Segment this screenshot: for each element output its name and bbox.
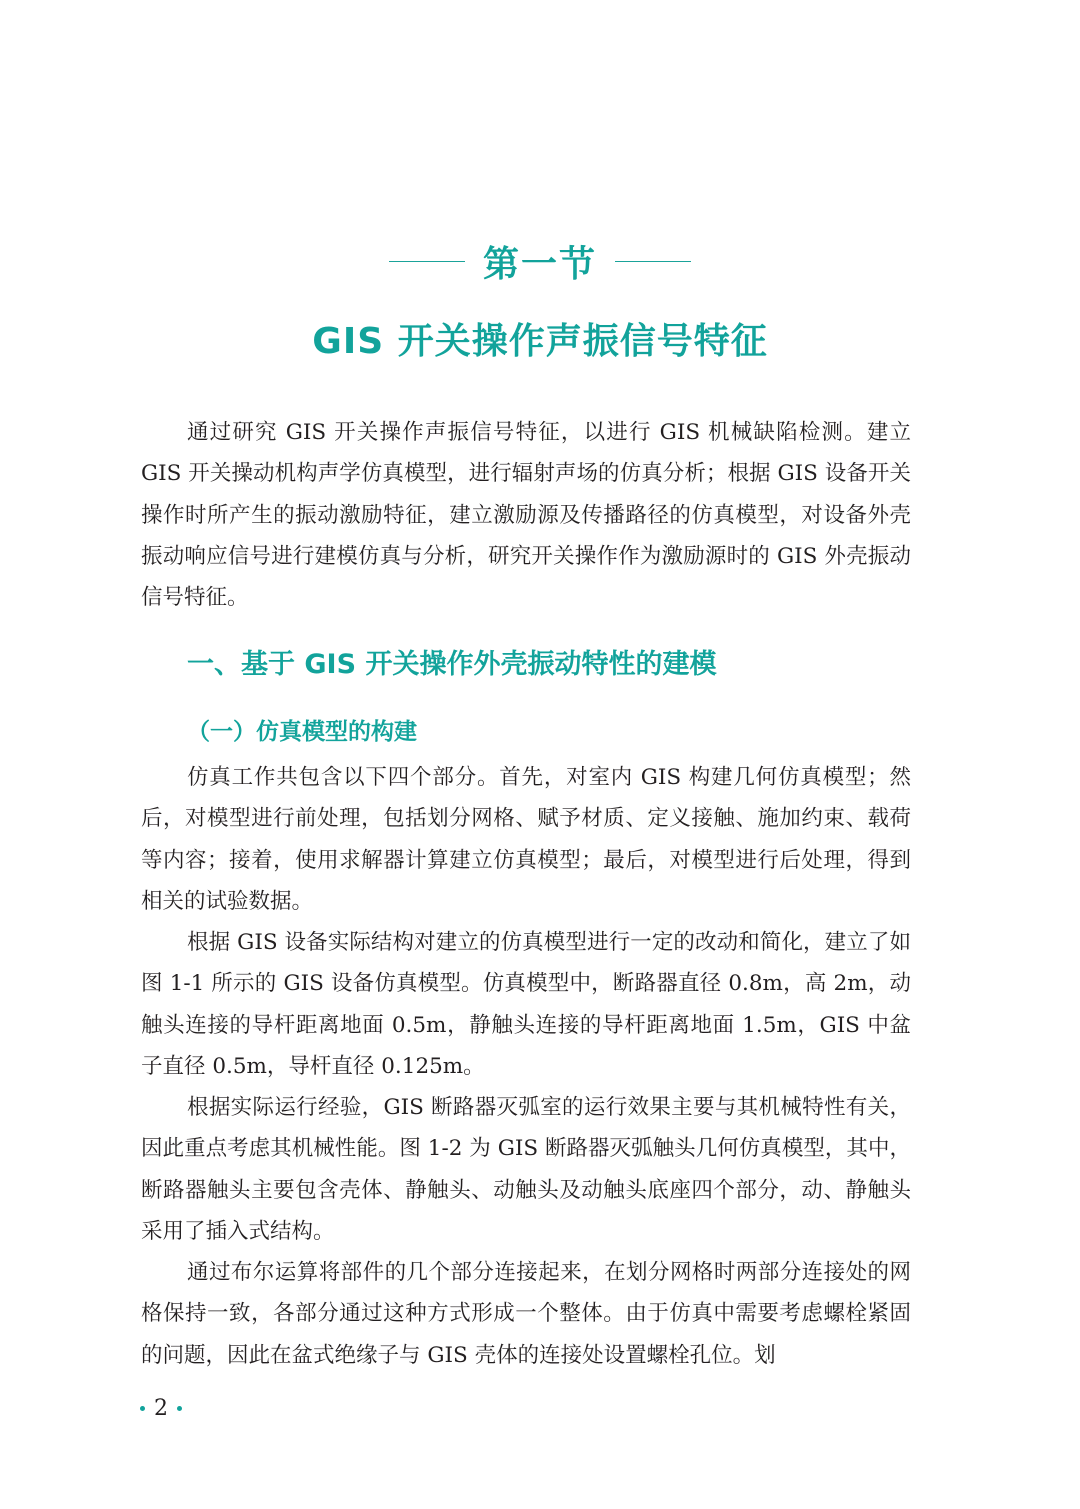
chapter-rule-left [389,261,465,262]
body-paragraph: 通过布尔运算将部件的几个部分连接起来，在划分网格时两部分连接处的网格保持一致，各部分通过这种方式形成一个整体。由于仿真中需要考虑螺栓紧固的问题，因此在盆式绝缘子与 GIS 壳体的连接处设置螺栓孔位。划 [141,1260,911,1368]
intro-paragraph: 通过研究 GIS 开关操作声振信号特征，以进行 GIS 机械缺陷检测。建立 GIS 开关操动机构声学仿真模型，进行辐射声场的仿真分析；根据 GIS 设备开关操作时所产生的振动激励特征，建立激励源及传播路径的仿真模型，对设备外壳振动响应信号进行建模仿真与分析，研究开关操作作为激励源时的 GIS 外壳振动信号特征。 [141,420,911,611]
body-paragraph: 仿真工作共包含以下四个部分。首先，对室内 GIS 构建几何仿真模型；然后，对模型进行前处理，包括划分网格、赋予材质、定义接触、施加约束、载荷等内容；接着，使用求解器计算建立仿真模型；最后，对模型进行后处理，得到相关的试验数据。 [141,765,911,914]
chapter-rule-right [615,261,691,262]
section-title: GIS 开关操作声振信号特征 [312,321,768,362]
page-number-dot-right [177,1406,182,1411]
chapter-label: 第一节 [482,244,597,285]
page-number-dot-left [140,1406,145,1411]
heading-level-1: 一、基于 GIS 开关操作外壳振动特性的建模 [187,649,717,680]
heading-level-2: （一）仿真模型的构建 [187,718,417,745]
chapter-header [0,236,1080,287]
body-paragraph: 根据实际运行经验，GIS 断路器灭弧室的运行效果主要与其机械特性有关，因此重点考虑其机械性能。图 1-2 为 GIS 断路器灭弧触头几何仿真模型，其中，断路器触头主要包含壳体、静触头、动触头及动触头底座四个部分，动、静触头采用了插入式结构。 [141,1095,911,1244]
body-paragraph: 根据 GIS 设备实际结构对建立的仿真模型进行一定的改动和简化，建立了如图 1-1 所示的 GIS 设备仿真模型。仿真模型中，断路器直径 0.8m，高 2m，动触头连接的导杆距离地面 0.5m，静触头连接的导杆距离地面 1.5m，GIS 中盆子直径 0.5m，导杆直径 0.125m。 [141,930,911,1079]
page-footer [140,1396,182,1421]
page-number: 2 [154,1396,168,1421]
